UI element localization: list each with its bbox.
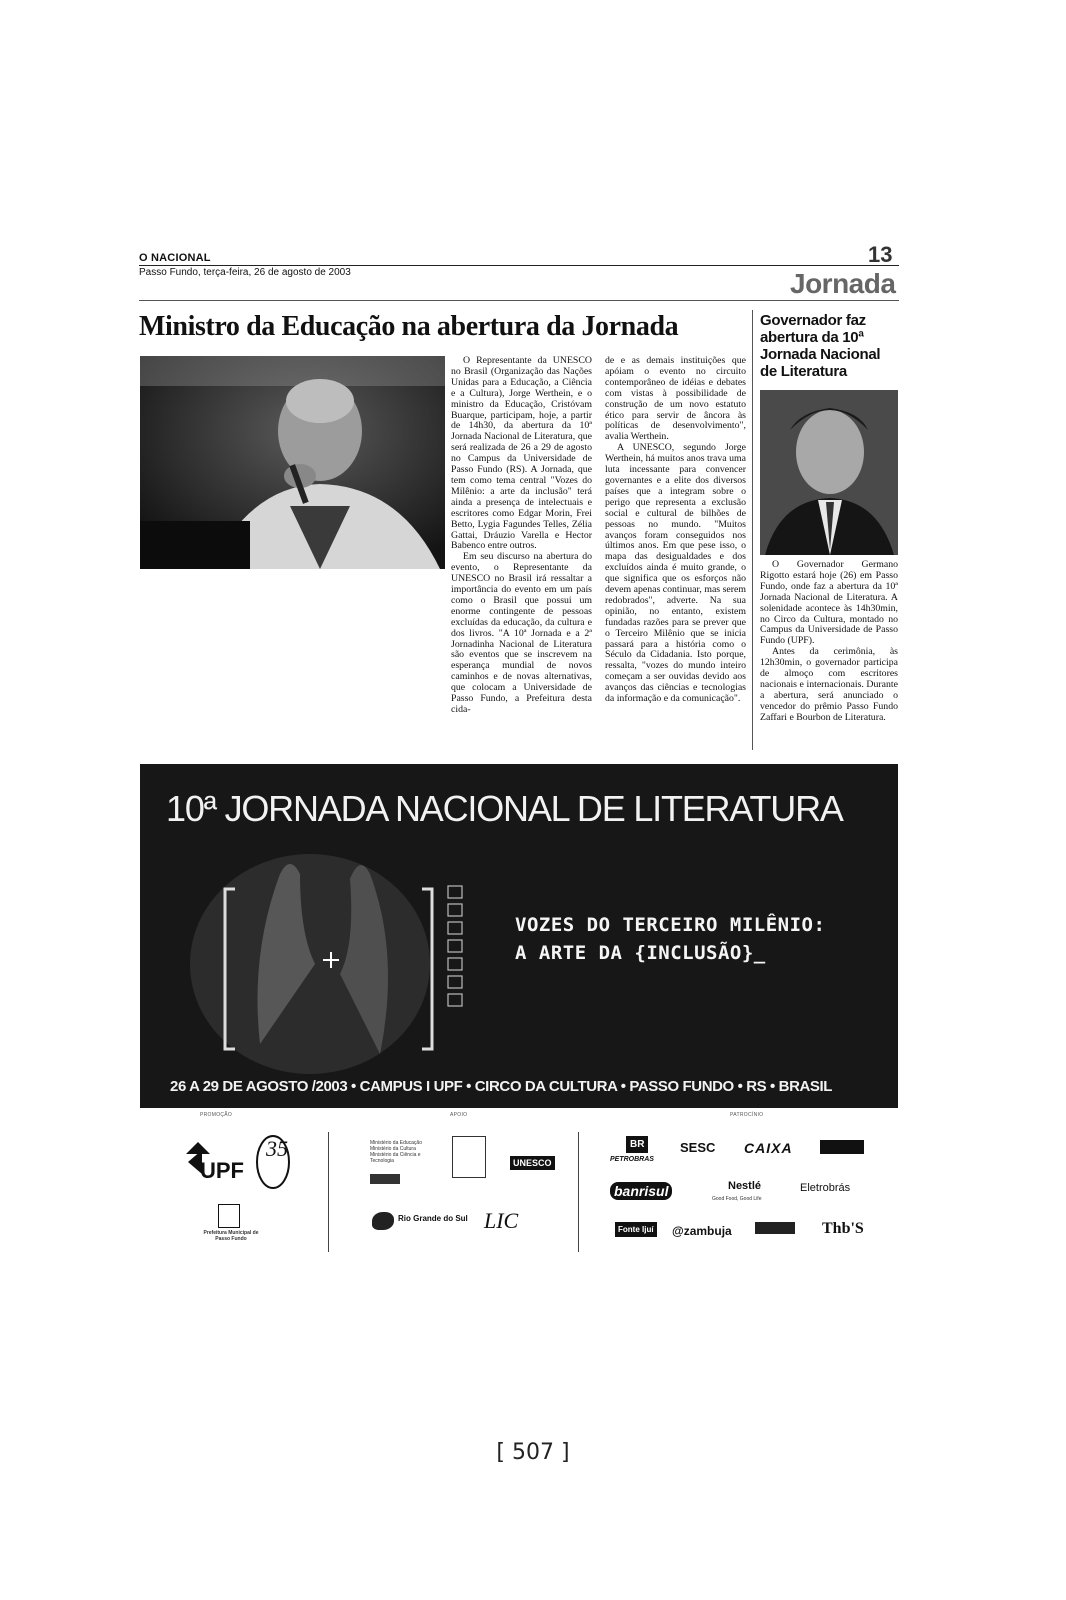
promotion-label: PROMOÇÃO bbox=[200, 1112, 233, 1118]
br-logo: BR bbox=[626, 1136, 648, 1153]
article-paragraph: Em seu discurso na abertura do evento, o Representante da UNESCO no Brasil irá ressaltar a importância do evento em um país como o Brasil que possui um enorme contingente de pessoas excluídas da educação, da cultura e dos livros. "A 10ª Jornada e a 2ª Jornadinha Nacional de Literatura são eventos que se inscrevem na esperança mundial de novos caminhos e de novas alternativas, que colocam a Universidade de Passo Fundo, a Prefeitura desta cida- bbox=[451, 551, 592, 715]
prefeitura-crest-icon bbox=[218, 1204, 240, 1228]
unesco-logo: UNESCO bbox=[510, 1156, 555, 1170]
support-label: APOIO bbox=[450, 1112, 468, 1118]
sponsorship-label: PATROCÍNIO bbox=[730, 1112, 764, 1118]
azambuja-text: zambuja bbox=[683, 1224, 732, 1238]
government-mark-icon bbox=[370, 1174, 400, 1184]
azambuja-at-icon: @ bbox=[672, 1224, 684, 1238]
upf-logo bbox=[178, 1132, 298, 1192]
ministerio-line: Ministério da Educação bbox=[370, 1140, 422, 1146]
section-rule bbox=[139, 300, 899, 301]
sponsor-strip bbox=[140, 1108, 898, 1268]
side-story-text bbox=[760, 560, 898, 724]
thbs-logo: Thb'S bbox=[822, 1220, 864, 1237]
sponsor-divider bbox=[328, 1132, 329, 1252]
caixa-logo: CAIXA bbox=[744, 1140, 793, 1156]
governor-photo-illustration bbox=[760, 390, 898, 555]
banrisul-logo: banrisul bbox=[610, 1182, 672, 1200]
rs-government-logo: Rio Grande do Sul bbox=[398, 1214, 468, 1223]
nestle-tagline: Good Food, Good Life bbox=[712, 1196, 762, 1202]
banner-title: 10ª JORNADA NACIONAL DE LITERATURA bbox=[166, 788, 843, 829]
governor-photo bbox=[760, 390, 898, 555]
page-number: [ 507 ] bbox=[496, 1440, 570, 1465]
ministerio-line: Ministério da Cultura bbox=[370, 1146, 416, 1152]
side-paragraph: O Governador Germano Rigotto estará hoje (26) em Passo Fundo, onde faz a abertura da 10ª Jornada Nacional de Literatura. A solenidade acontece às 14h30min, no Circo da Cultura, montado no Campus da Universidade de Passo Fundo (UPF). bbox=[760, 559, 898, 647]
article-paragraph: de e as demais instituições que apóiam o evento no circuito contemporâneo de idéias e debates com vistas à possibilidade de construção de um novo estatuto ético para servir de âncora às políticas de desenvolvimento", avalia Werthein. bbox=[605, 355, 746, 443]
azambuja-logo bbox=[672, 1224, 732, 1238]
minister-photo-illustration bbox=[140, 356, 445, 569]
upf-years: 35 bbox=[266, 1136, 288, 1161]
article-column-2 bbox=[605, 356, 746, 705]
dateline: Passo Fundo, terça-feira, 26 de agosto de 2003 bbox=[139, 267, 351, 278]
eletrobras-logo: Eletrobrás bbox=[800, 1182, 851, 1194]
petrobras-logo: PETROBRAS bbox=[610, 1156, 654, 1163]
side-paragraph: Antes da cerimônia, às 12h30min, o governador participa de almoço com escritores nacionais e internacionais. Durante a abertura, será anunciado o vencedor do prêmio Passo Fundo Zaffari e Bourbon de Literatura. bbox=[760, 646, 898, 723]
rs-map-icon bbox=[372, 1212, 394, 1230]
sponsor-logo-block bbox=[820, 1140, 864, 1154]
banner-dates-venue: 26 A 29 DE AGOSTO /2003 • CAMPUS I UPF • CIRCO DA CULTURA • PASSO FUNDO • RS • BRASIL bbox=[170, 1078, 833, 1095]
cultural-program-logo bbox=[452, 1136, 486, 1178]
banner-theme-line-2: A ARTE DA {INCLUSÃO}_ bbox=[515, 942, 766, 964]
sesc-logo: SESC bbox=[680, 1140, 716, 1155]
article-column-1 bbox=[451, 356, 592, 716]
article-paragraph: A UNESCO, segundo Jorge Werthein, há muitos anos trava uma luta incessante para convencer governantes e a elite dos diversos países que a integram sobre o perigo que representa a exclusão social e cultural de bilhões de pessoas no mundo. "Muitos avanços foram conseguidos nos últimos anos. Em que pese isso, o mapa das desigualdades e dos excluídos ainda é muito grande, o que significa que os esforços não devem apenas continuar, mas serem redobrados", adverte. Na sua opinião, no entanto, existem fundadas razões para se prever que o Terceiro Milênio que se inicia passará para a história como o Século da Cidadania. Isto porque, ressalta, "vozes do mundo inteiro começam a ser ouvidas devido aos avanços das ciências e tecnologias da informação e da comunicação". bbox=[605, 442, 746, 705]
ministerios-text bbox=[370, 1140, 430, 1164]
fonte-ijui-logo: Fonte Ijuí bbox=[615, 1222, 657, 1237]
header-rule bbox=[139, 265, 899, 266]
banner-theme-line-1: VOZES DO TERCEIRO MILÊNIO: bbox=[515, 914, 826, 936]
column-divider bbox=[752, 310, 753, 750]
lic-logo: LIC bbox=[484, 1208, 519, 1233]
side-story-headline: Governador faz abertura da 10ª Jornada Nacional de Literatura bbox=[760, 312, 881, 380]
section-title: Jornada bbox=[790, 268, 896, 299]
sponsor-divider bbox=[578, 1132, 579, 1252]
upf-text: UPF bbox=[200, 1158, 244, 1183]
ministerio-line: Ministério da Ciência e Tecnologia bbox=[370, 1152, 421, 1164]
masthead: O NACIONAL bbox=[139, 252, 211, 264]
newspaper-page-number: 13 bbox=[868, 242, 893, 267]
article-paragraph: O Representante da UNESCO no Brasil (Organização das Nações Unidas para a Educação, a Ciência e a Cultura), Jorge Werthein, e o ministro da Educação, Cristóvam Buarque, participam, hoje, a partir de 14h30, da abertura da 10ª Jornada Nacional de Literatura, que será realizada de 26 a 29 de agosto no Campus da Universidade de Passo Fundo (RS). A Jornada, que tem como tema central "Vozes do Milênio: a arte da inclusão" terá ainda a presença de intelectuais e escritores como Edgar Morin, Frei Betto, Lygia Fagundes Telles, Zélia Gattai, Dráuzio Varella e Hector Babenco entre outros. bbox=[451, 355, 592, 552]
article-headline: Ministro da Educação na abertura da Jornada bbox=[139, 311, 679, 342]
event-banner bbox=[140, 764, 898, 1108]
nestle-logo: Nestlé bbox=[728, 1180, 762, 1192]
prefeitura-text: Prefeitura Municipal de Passo Fundo bbox=[203, 1230, 259, 1242]
sponsor-logo-block bbox=[755, 1222, 795, 1234]
minister-photo bbox=[140, 356, 445, 569]
